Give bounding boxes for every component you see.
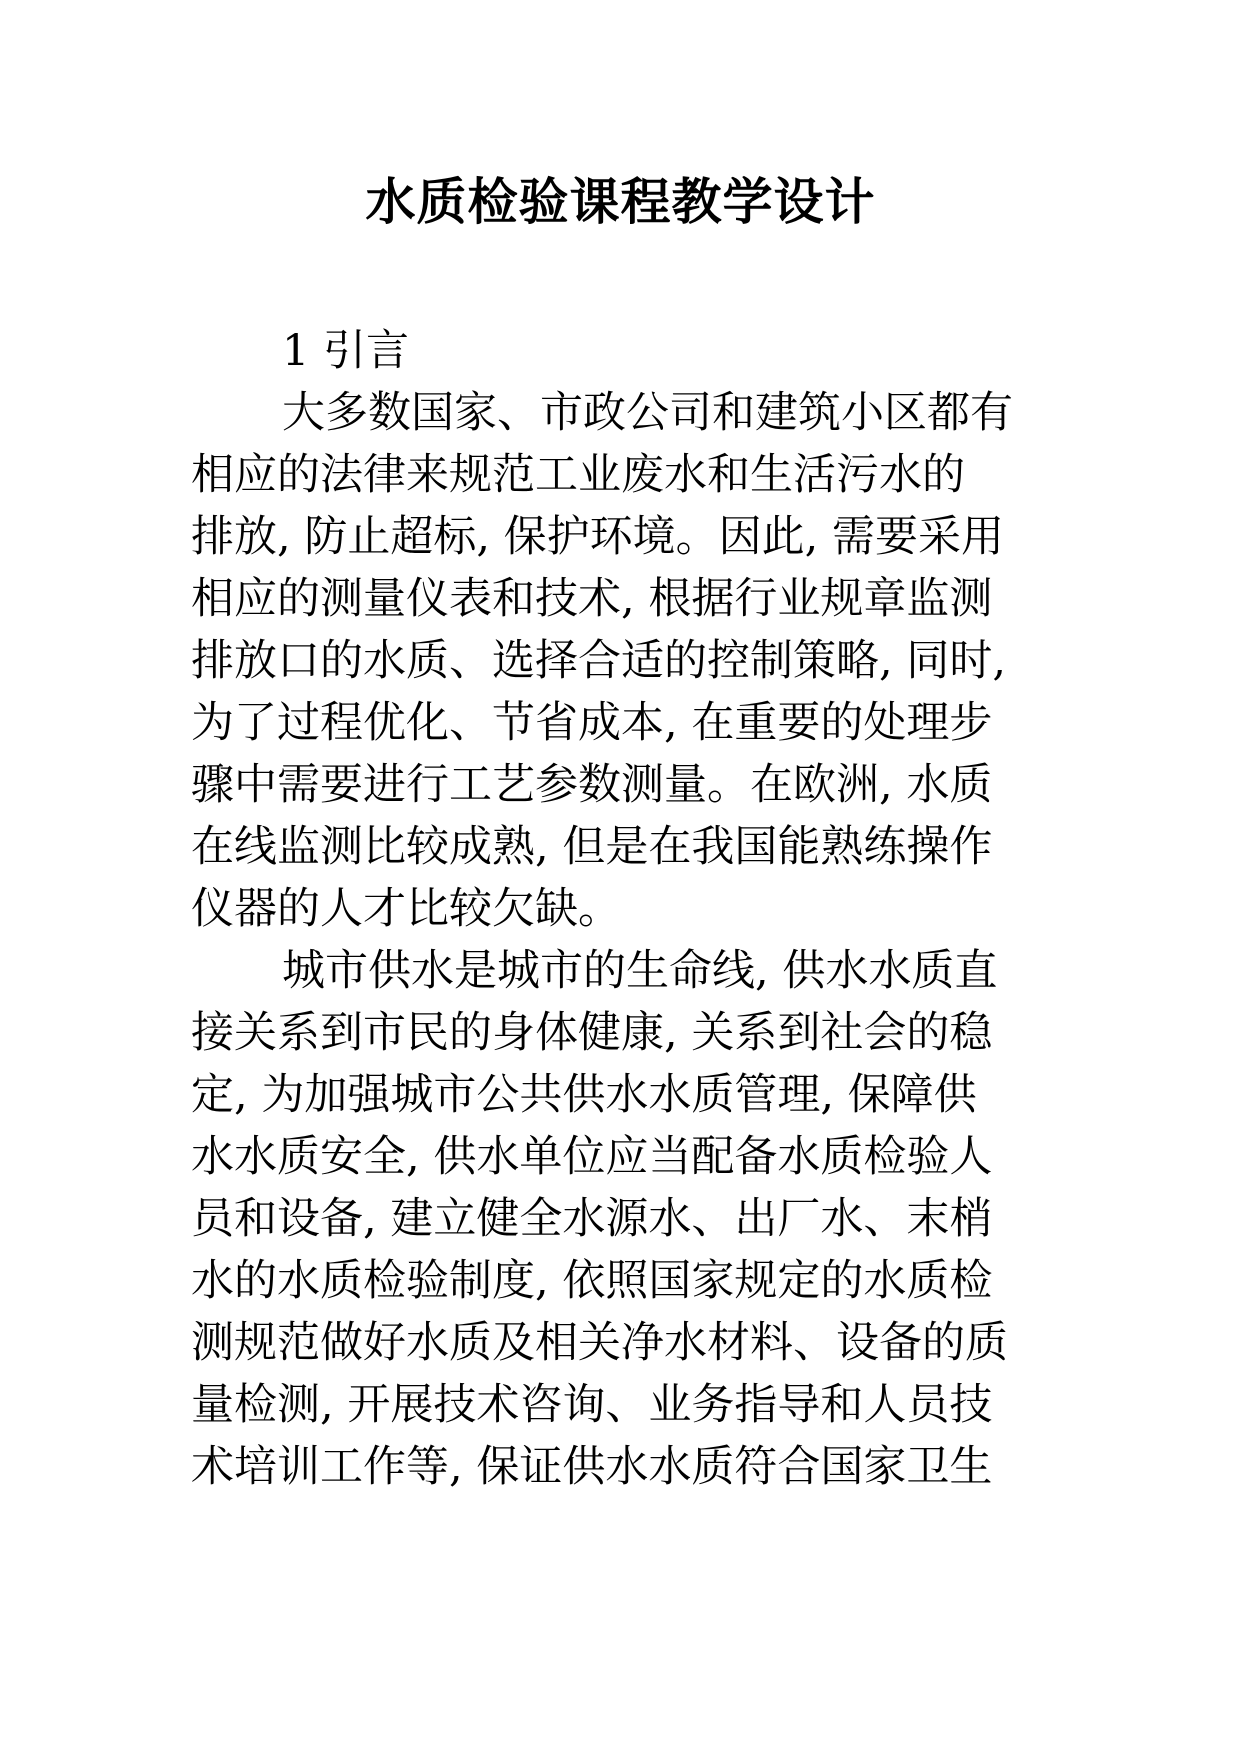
paragraph-1-line-2: 相应的法律来规范工业废水和生活污水的 [191,450,965,500]
paragraph-1-line-6: 为了过程优化、节省成本, 在重要的处理步 [191,698,993,748]
paragraph-2-line-7: 测规范做好水质及相关净水材料、设备的质 [191,1318,1008,1368]
paragraph-2-line-8: 量检测, 开展技术咨询、业务指导和人员技 [191,1380,993,1430]
paragraph-2-line-4: 水水质安全, 供水单位应当配备水质检验人 [191,1132,993,1182]
paragraph-2-line-1: 城市供水是城市的生命线, 供水水质直 [282,946,998,996]
paragraph-2-line-2: 接关系到市民的身体健康, 关系到社会的稳 [191,1008,993,1058]
paragraph-1-line-3: 排放, 防止超标, 保护环境。因此, 需要采用 [191,512,1005,562]
paragraph-1-line-4: 相应的测量仪表和技术, 根据行业规章监测 [191,574,993,624]
paragraph-2-line-3: 定, 为加强城市公共供水水质管理, 保障供 [191,1070,977,1120]
paragraph-2-line-9: 术培训工作等, 保证供水水质符合国家卫生 [191,1442,993,1492]
paragraph-1-line-7: 骤中需要进行工艺参数测量。在欧洲, 水质 [191,760,993,810]
page-title: 水质检验课程教学设计 [365,173,876,231]
paragraph-1-line-8: 在线监测比较成熟, 但是在我国能熟练操作 [191,822,993,872]
paragraph-1-line-5: 排放口的水质、选择合适的控制策略, 同时, [191,636,1007,686]
paragraph-1-line-9: 仪器的人才比较欠缺。 [191,884,621,934]
paragraph-1-line-1: 大多数国家、市政公司和建筑小区都有 [282,388,1013,438]
paragraph-2-line-5: 员和设备, 建立健全水源水、出厂水、末梢 [191,1194,993,1244]
section-heading: 1 引言 [282,326,410,376]
paragraph-2-line-6: 水的水质检验制度, 依照国家规定的水质检 [191,1256,993,1306]
